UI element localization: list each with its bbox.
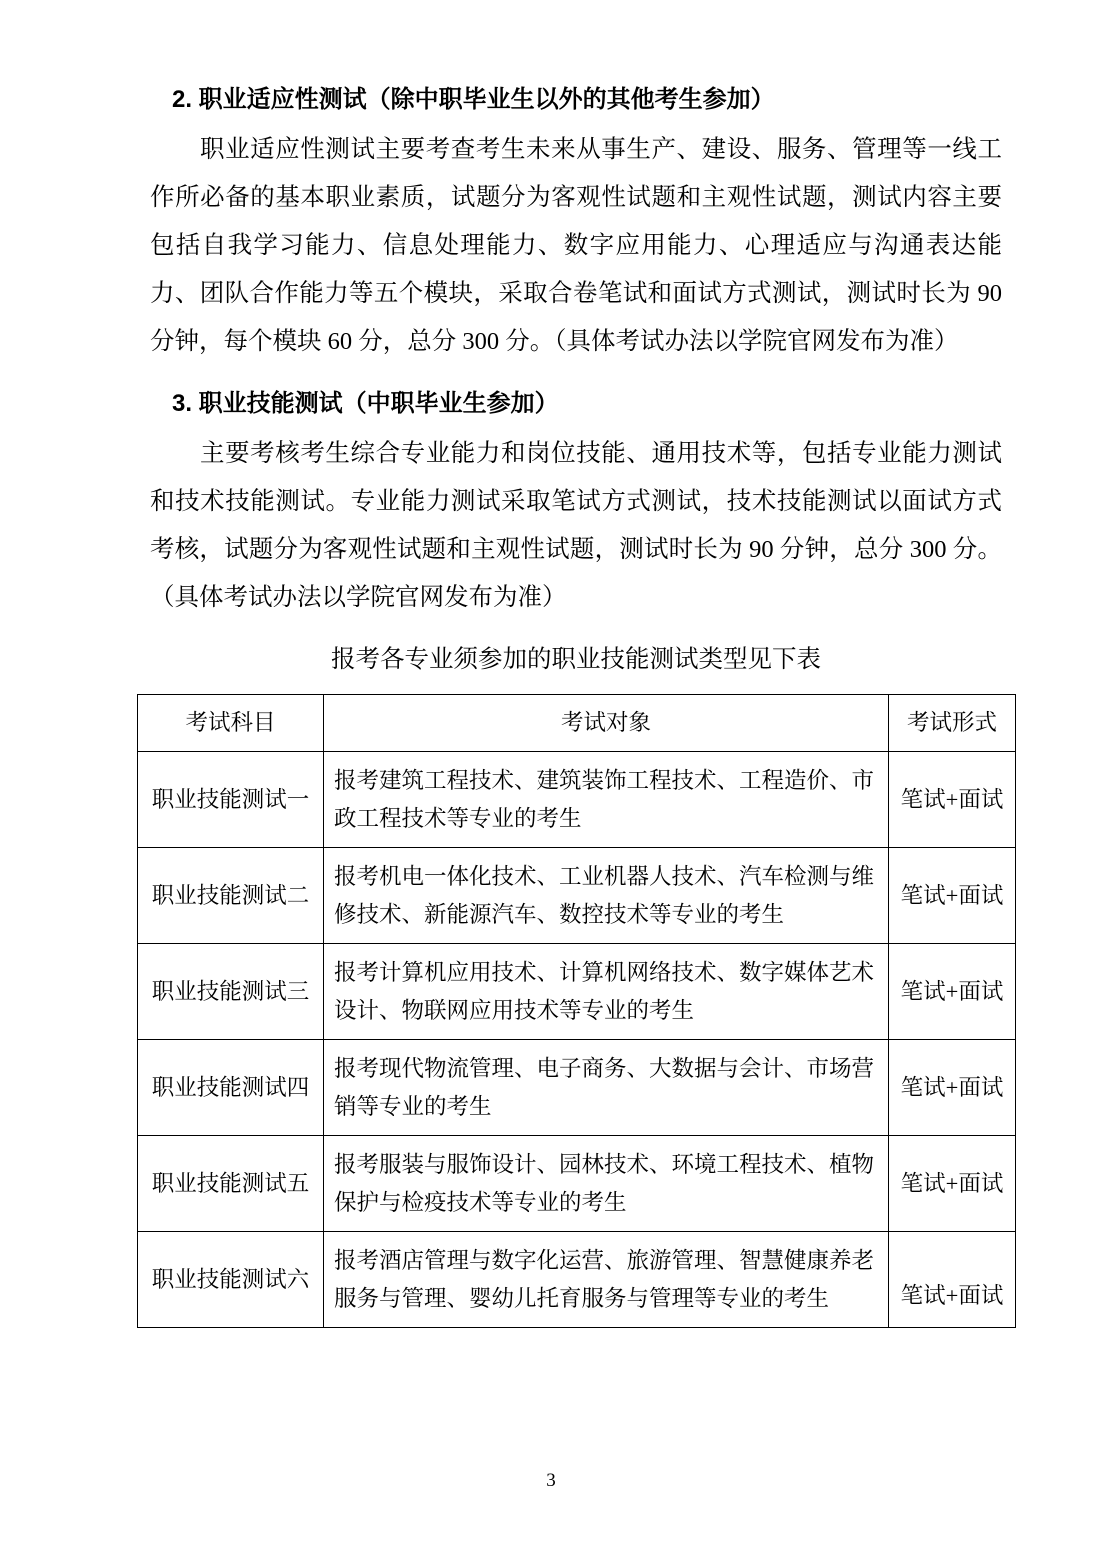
cell-subject: 职业技能测试四 <box>138 1040 324 1136</box>
cell-form: 笔试+面试 <box>889 944 1016 1040</box>
table-caption: 报考各专业须参加的职业技能测试类型见下表 <box>331 646 821 673</box>
cell-subject: 职业技能测试五 <box>138 1136 324 1232</box>
section-heading-3: 3. 职业技能测试（中职毕业生参加） <box>172 390 559 417</box>
column-header-form: 考试形式 <box>889 695 1016 752</box>
cell-target: 报考机电一体化技术、工业机器人技术、汽车检测与维修技术、新能源汽车、数控技术等专业的考生 <box>324 848 889 944</box>
cell-subject: 职业技能测试六 <box>138 1232 324 1328</box>
section-heading-2: 2. 职业适应性测试（除中职毕业生以外的其他考生参加） <box>172 86 775 113</box>
section-3-paragraph-1: 主要考核考生综合专业能力和岗位技能、通用技术等，包括专业能力测试和技术技能测试。专业能力测试采取笔试方式测试，技术技能测试以面试方式考核，试题分为客观性试题和主观性试题，测试时长为 90 分钟，总分 300 分。（具体考试办法以学院官网发布为准） <box>150 440 1002 611</box>
cell-form: 笔试+面试 <box>889 752 1016 848</box>
cell-form: 笔试+面试 <box>889 1136 1016 1232</box>
cell-form: 笔试+面试 <box>889 848 1016 944</box>
skill-test-table <box>137 694 1016 1328</box>
cell-target: 报考酒店管理与数字化运营、旅游管理、智慧健康养老服务与管理、婴幼儿托育服务与管理等专业的考生 <box>324 1232 889 1328</box>
cell-subject: 职业技能测试二 <box>138 848 324 944</box>
table-row <box>138 752 1016 848</box>
page-content <box>150 78 1002 1328</box>
table-header-row <box>138 695 1016 752</box>
column-header-subject: 考试科目 <box>138 695 324 752</box>
table-body <box>138 752 1016 1328</box>
cell-subject: 职业技能测试一 <box>138 752 324 848</box>
table-head <box>138 695 1016 752</box>
table-row <box>138 1136 1016 1232</box>
cell-form: 笔试+面试 <box>889 1040 1016 1136</box>
cell-target: 报考现代物流管理、电子商务、大数据与会计、市场营销等专业的考生 <box>324 1040 889 1136</box>
table-row <box>138 1232 1016 1328</box>
cell-target: 报考计算机应用技术、计算机网络技术、数字媒体艺术设计、物联网应用技术等专业的考生 <box>324 944 889 1040</box>
cell-target: 报考服装与服饰设计、园林技术、环境工程技术、植物保护与检疫技术等专业的考生 <box>324 1136 889 1232</box>
table-row <box>138 1040 1016 1136</box>
column-header-target: 考试对象 <box>324 695 889 752</box>
cell-form: 笔试+面试 <box>889 1232 1016 1328</box>
table-row <box>138 848 1016 944</box>
cell-target: 报考建筑工程技术、建筑装饰工程技术、工程造价、市政工程技术等专业的考生 <box>324 752 889 848</box>
section-2-paragraph-1: 职业适应性测试主要考查考生未来从事生产、建设、服务、管理等一线工作所必备的基本职业素质，试题分为客观性试题和主观性试题，测试内容主要包括自我学习能力、信息处理能力、数字应用能力、心理适应与沟通表达能力、团队合作能力等五个模块，采取合卷笔试和面试方式测试，测试时长为 90 分钟，每个模块 60 分，总分 300 分。（具体考试办法以学院官网发布为准） <box>150 136 1002 355</box>
cell-subject: 职业技能测试三 <box>138 944 324 1040</box>
page-number: 3 <box>546 1470 556 1491</box>
table-row <box>138 944 1016 1040</box>
